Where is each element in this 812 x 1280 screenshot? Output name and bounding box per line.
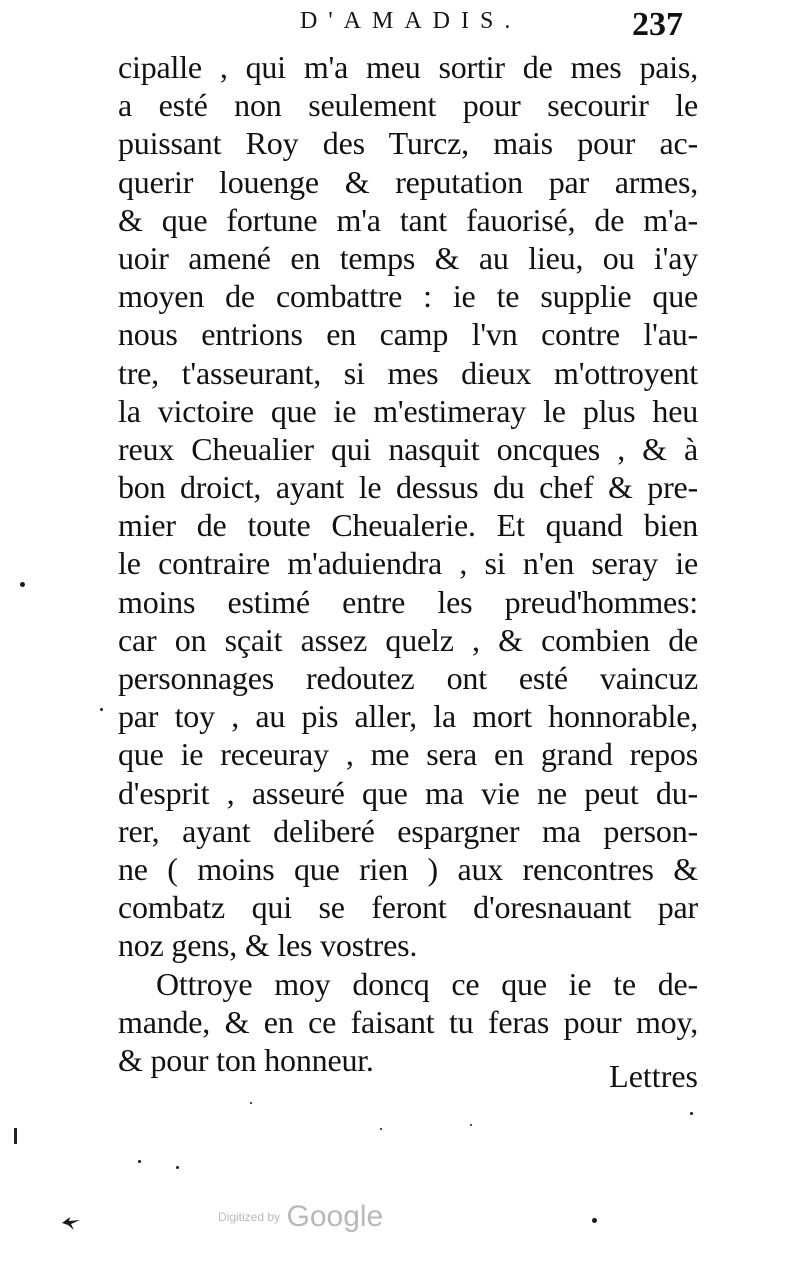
- scan-edge-mark: [14, 1128, 17, 1144]
- text-line: ne ( moins que rien ) aux rencontres &: [118, 850, 698, 887]
- ink-speck: [690, 1112, 693, 1115]
- text-line: que ie receuray , me sera en grand repos: [118, 736, 698, 773]
- text-line: par toy , au pis aller, la mort honnorable,: [118, 698, 698, 735]
- ink-speck: [470, 1124, 472, 1126]
- printer-ornament-icon: [60, 1214, 82, 1232]
- ink-speck: [592, 1218, 597, 1223]
- ink-speck: [20, 582, 25, 587]
- text-line: mier de toute Cheualerie. Et quand bien: [118, 507, 698, 544]
- ink-speck: [250, 1102, 252, 1104]
- text-line: uoir amené en temps & au lieu, ou i'ay: [118, 239, 698, 276]
- catchword: Lettres: [609, 1058, 698, 1094]
- text-line: le contraire m'aduiendra , si n'en seray ie: [118, 545, 698, 582]
- text-line: tre, t'asseurant, si mes dieux m'ottroyent: [118, 354, 698, 391]
- digitization-watermark: [218, 1200, 383, 1234]
- ink-speck: [138, 1160, 141, 1163]
- watermark-brand: Google: [286, 1200, 384, 1233]
- page-number: 237: [632, 6, 683, 43]
- watermark-prefix: Digitized by: [218, 1210, 281, 1224]
- text-line: moins estimé entre les preud'hommes:: [118, 583, 698, 620]
- text-line: combatz qui se feront d'oresnauant par: [118, 889, 698, 926]
- body-text: [118, 48, 698, 1079]
- text-line: moyen de combattre : ie te supplie que: [118, 278, 698, 315]
- text-line: rer, ayant deliberé espargner ma person-: [118, 812, 698, 849]
- text-line: reux Cheualier qui nasquit oncques , & à: [118, 430, 698, 467]
- text-line: a esté non seulement pour secourir le: [118, 87, 698, 124]
- text-line: puissant Roy des Turcz, mais pour ac-: [118, 125, 698, 162]
- text-line: car on sçait assez quelz , & combien de: [118, 621, 698, 658]
- text-line: personnages redoutez ont esté vaincuz: [118, 660, 698, 696]
- ink-speck: [380, 1128, 382, 1130]
- text-line: mande, & en ce faisant tu feras pour moy,: [118, 1003, 698, 1040]
- text-line: cipalle , qui m'a meu sortir de mes pais,: [118, 49, 698, 85]
- ink-speck: [176, 1166, 179, 1169]
- text-line: & pour ton honneur.: [118, 1041, 374, 1078]
- text-line: d'esprit , asseuré que ma vie ne peut du-: [118, 774, 698, 811]
- text-line: bon droict, ayant le dessus du chef & pre-: [118, 469, 698, 506]
- text-line: querir louenge & reputation par armes,: [118, 163, 698, 200]
- text-line: Ottroye moy doncq ce que ie te de-: [156, 965, 698, 1002]
- paragraph-1: [118, 48, 698, 965]
- ink-speck: [100, 708, 103, 711]
- text-line: noz gens, & les vostres.: [118, 927, 418, 964]
- running-head: D'AMADIS.: [300, 8, 522, 34]
- text-line: nous entrions en camp l'vn contre l'au-: [118, 316, 698, 353]
- text-line: la victoire que ie m'estimeray le plus heu: [118, 392, 698, 429]
- text-line: & que fortune m'a tant fauorisé, de m'a-: [118, 201, 698, 238]
